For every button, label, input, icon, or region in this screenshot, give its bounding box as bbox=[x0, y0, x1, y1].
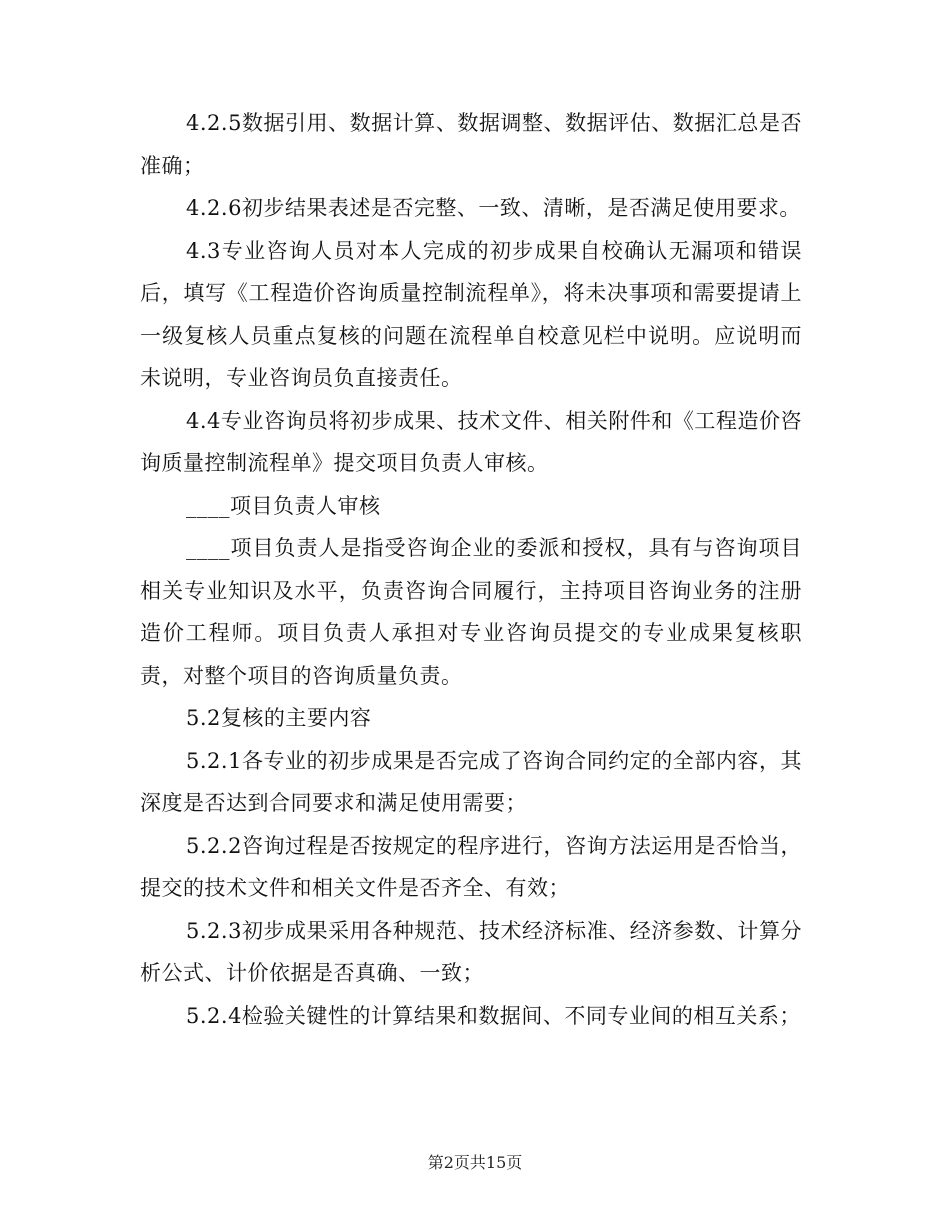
paragraph-5-2-1: 5.2.1各专业的初步成果是否完成了咨询合同约定的全部内容，其深度是否达到合同要求和满足使用需要； bbox=[140, 748, 802, 815]
section-heading-project-review: ____项目负责人审核 bbox=[186, 493, 381, 518]
page-number-footer: 第2页共15页 bbox=[427, 1153, 523, 1172]
section-heading-5-2: 5.2复核的主要内容 bbox=[186, 706, 372, 730]
paragraph-4-2-6: 4.2.6初步结果表述是否完整、一致、清晰，是否满足使用要求。 bbox=[186, 196, 801, 220]
paragraph-5-2-4: 5.2.4检验关键性的计算结果和数据间、不同专业间的相互关系； bbox=[186, 1003, 801, 1028]
document-body bbox=[140, 102, 802, 1037]
paragraph-4-3: 4.3专业咨询人员对本人完成的初步成果自校确认无漏项和错误后，填写《工程造价咨询质量控制流程单》，将未决事项和需要提请上一级复核人员重点复核的问题在流程单自校意见栏中说明。应说明而未说明，专业咨询员负直接责任。 bbox=[140, 238, 802, 390]
paragraph-5-2-2: 5.2.2咨询过程是否按规定的程序进行，咨询方法运用是否恰当，提交的技术文件和相关文件是否齐全、有效； bbox=[140, 833, 802, 900]
paragraph-4-4: 4.4专业咨询员将初步成果、技术文件、相关附件和《工程造价咨询质量控制流程单》提交项目负责人审核。 bbox=[140, 408, 802, 475]
paragraph-project-lead-definition: ____项目负责人是指受咨询企业的委派和授权，具有与咨询项目相关专业知识及水平，负责咨询合同履行，主持项目咨询业务的注册造价工程师。项目负责人承担对专业咨询员提交的专业成果复核职责，对整个项目的咨询质量负责。 bbox=[140, 536, 802, 688]
paragraph-5-2-3: 5.2.3初步成果采用各种规范、技术经济标准、经济参数、计算分析公式、计价依据是否真确、一致； bbox=[140, 918, 802, 985]
paragraph-4-2-5: 4.2.5数据引用、数据计算、数据调整、数据评估、数据汇总是否准确； bbox=[140, 111, 802, 178]
